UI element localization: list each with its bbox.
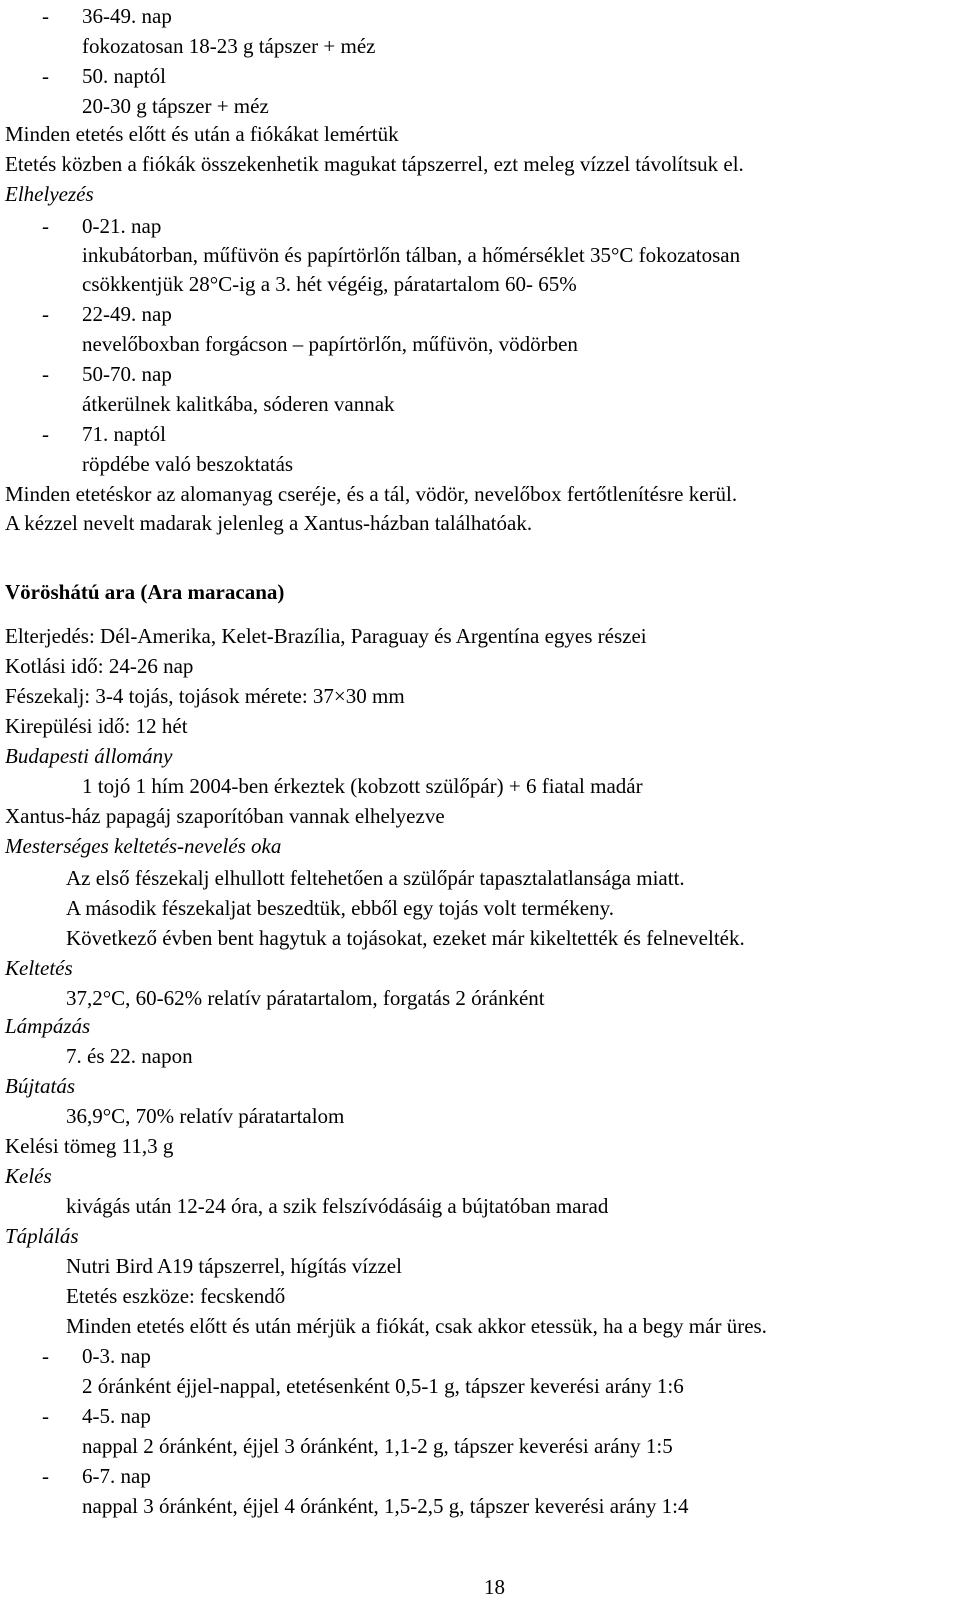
keltetes-text: 37,2°C, 60-62% relatív páratartalom, forgatás 2 óránként xyxy=(66,986,545,1010)
feeding-item-text: nappal 2 óránként, éjjel 3 óránként, 1,1-2 g, tápszer keverési arány 1:5 xyxy=(82,1434,673,1458)
list-dash: - xyxy=(42,4,49,28)
oka-line-3: Következő évben bent hagytuk a tojásokat, ezeket már kikeltették és felnevelték. xyxy=(66,926,745,950)
section-heading-keles: Kelés xyxy=(5,1164,52,1188)
list-dash: - xyxy=(42,1464,49,1488)
feeding-item-text: nappal 3 óránként, éjjel 4 óránként, 1,5-2,5 g, tápszer keverési arány 1:4 xyxy=(82,1494,689,1518)
list-item-71: 71. naptól xyxy=(82,422,166,446)
list-dash: - xyxy=(42,422,49,446)
species-elterjedes: Elterjedés: Dél-Amerika, Kelet-Brazília, Paraguay és Argentína egyes részei xyxy=(5,624,647,648)
section-heading-budapesti: Budapesti állomány xyxy=(5,744,173,768)
section-heading-oka: Mesterséges keltetés-nevelés oka xyxy=(5,834,282,858)
paragraph: Minden etetés előtt és után a fiókákat lemértük xyxy=(5,122,399,146)
list-dash: - xyxy=(42,214,49,238)
species-kotlasi-ido: Kotlási idő: 24-26 nap xyxy=(5,654,194,678)
list-item-text: csökkentjük 28°C-ig a 3. hét végéig, páratartalom 60- 65% xyxy=(82,272,577,296)
section-heading-keltetes: Keltetés xyxy=(5,956,73,980)
list-item-50: 50. naptól xyxy=(82,64,166,88)
list-dash: - xyxy=(42,302,49,326)
feeding-item-6-7: 6-7. nap xyxy=(82,1464,151,1488)
xantus-text: Xantus-ház papagáj szaporítóban vannak elhelyezve xyxy=(5,804,445,828)
list-item-22-49: 22-49. nap xyxy=(82,302,172,326)
list-item-text: röpdébe való beszoktatás xyxy=(82,452,294,476)
section-heading-lampazas: Lámpázás xyxy=(5,1014,91,1038)
page-number: 18 xyxy=(484,1575,505,1599)
paragraph: Minden etetéskor az alomanyag cseréje, és a tál, vödör, nevelőbox fertőtlenítésre kerül. xyxy=(5,482,738,506)
paragraph: A kézzel nevelt madarak jelenleg a Xantus-házban találhatóak. xyxy=(5,511,533,535)
feeding-item-0-3: 0-3. nap xyxy=(82,1344,151,1368)
lampazas-text: 7. és 22. napon xyxy=(66,1044,193,1068)
feeding-item-text: 2 óránként éjjel-nappal, etetésenként 0,5-1 g, tápszer keverési arány 1:6 xyxy=(82,1374,684,1398)
bujtatas-text: 36,9°C, 70% relatív páratartalom xyxy=(66,1104,345,1128)
species-title: Vöröshátú ara (Ara maracana) xyxy=(5,580,285,604)
taplalas-line-3: Minden etetés előtt és után mérjük a fiókát, csak akkor etessük, ha a begy már üres. xyxy=(66,1314,767,1338)
list-dash: - xyxy=(42,362,49,386)
section-heading-taplalas: Táplálás xyxy=(5,1224,79,1248)
list-item-text: inkubátorban, műfüvön és papírtörlőn tálban, a hőmérséklet 35°C fokozatosan xyxy=(82,243,741,267)
list-item-50-70: 50-70. nap xyxy=(82,362,172,386)
keles-text: kivágás után 12-24 óra, a szik felszívódásáig a bújtatóban marad xyxy=(66,1194,609,1218)
kelesi-tomeg: Kelési tömeg 11,3 g xyxy=(5,1134,174,1158)
list-dash: - xyxy=(42,1404,49,1428)
list-item-text: 20-30 g tápszer + méz xyxy=(82,94,269,118)
oka-line-1: Az első fészekalj elhullott feltehetően a szülőpár tapasztalatlansága miatt. xyxy=(66,866,685,890)
list-dash: - xyxy=(42,64,49,88)
taplalas-line-1: Nutri Bird A19 tápszerrel, hígítás vízzel xyxy=(66,1254,402,1278)
paragraph: Etetés közben a fiókák összekenhetik magukat tápszerrel, ezt meleg vízzel távolítsuk el. xyxy=(5,152,744,176)
list-item-text: nevelőboxban forgácson – papírtörlőn, műfüvön, vödörben xyxy=(82,332,578,356)
feeding-item-4-5: 4-5. nap xyxy=(82,1404,151,1428)
budapesti-text: 1 tojó 1 hím 2004-ben érkeztek (kobzott szülőpár) + 6 fiatal madár xyxy=(82,774,643,798)
section-heading-elhelyezes: Elhelyezés xyxy=(5,182,94,206)
section-heading-bujtatas: Bújtatás xyxy=(5,1074,76,1098)
list-item-text: átkerülnek kalitkába, sóderen vannak xyxy=(82,392,395,416)
species-feszekalj: Fészekalj: 3-4 tojás, tojások mérete: 37×30 mm xyxy=(5,684,405,708)
list-item-36-49: 36-49. nap xyxy=(82,4,172,28)
list-item-0-21: 0-21. nap xyxy=(82,214,162,238)
list-item-text: fokozatosan 18-23 g tápszer + méz xyxy=(82,34,376,58)
oka-line-2: A második fészekaljat beszedtük, ebből egy tojás volt termékeny. xyxy=(66,896,614,920)
taplalas-line-2: Etetés eszköze: fecskendő xyxy=(66,1284,286,1308)
species-kirepulesi-ido: Kirepülési idő: 12 hét xyxy=(5,714,188,738)
list-dash: - xyxy=(42,1344,49,1368)
